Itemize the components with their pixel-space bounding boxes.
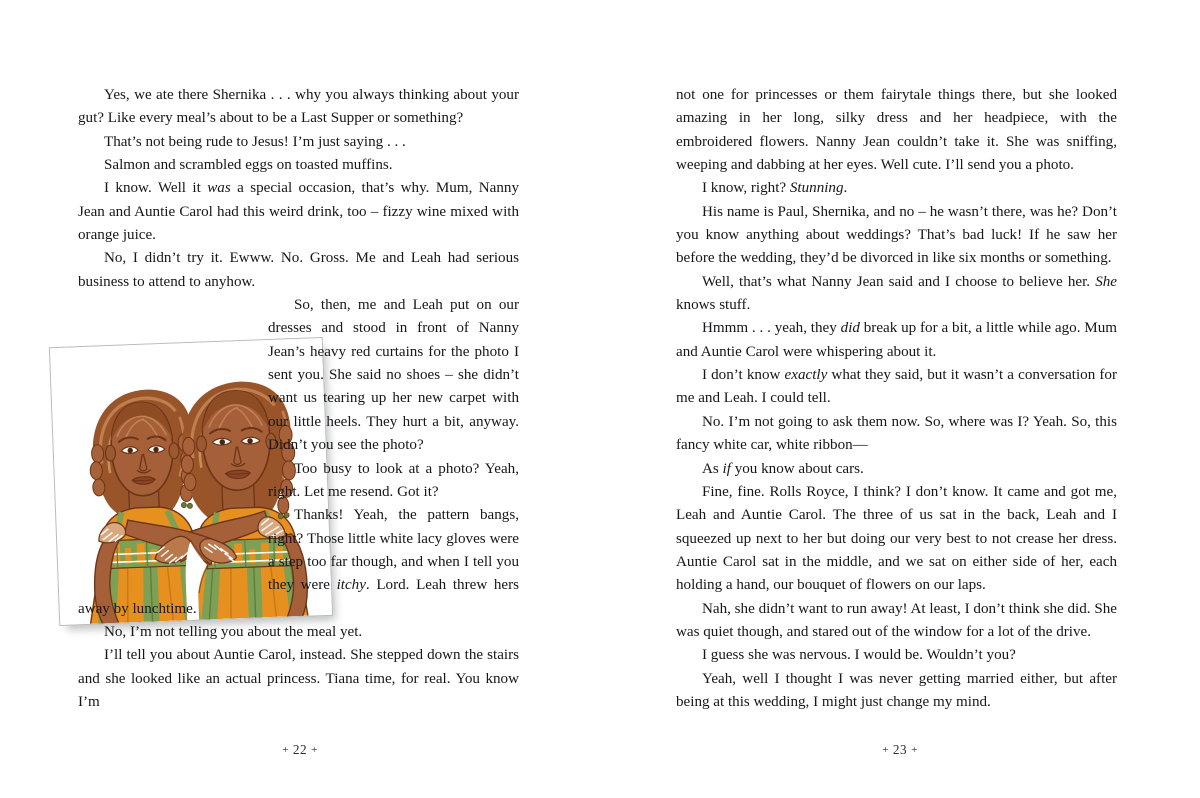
right-page-folio [600,742,1200,758]
paragraph: I guess she was nervous. I would be. Wouldn’t you? [701,647,1016,664]
emphasis: if [722,460,731,477]
left-page-folio [0,742,600,758]
paragraph: Well, that’s what Nanny Jean said and I choose to believe her. She knows stuff. [676,273,1117,314]
paragraph: I don’t know exactly what they said, but it wasn’t a conversation for me and Leah. I could tell. [676,367,1117,407]
emphasis: exactly [784,367,828,384]
folio-ornament-right: + [311,744,318,756]
paragraph: not one for princesses or them fairytale things there, but she looked amazing in her long, silky dress and her headpiece, with the embroidered flowers. Nanny Jean couldn’t take it. She was sniffing, weeping and dabbing at her eyes. Well cute. I’ll send you a photo. [676,87,1117,174]
folio-ornament-right: + [911,744,918,756]
paragraph: Thanks! Yeah, the pattern bangs, right? Those little white lacy gloves were a step too far though, and when I tell you they were itchy. Lord. Leah threw hers away by lunchtime. [78,507,519,617]
left-page-text [78,84,519,714]
paragraph: I know, right? Stunning. [701,180,848,197]
paragraph: Salmon and scrambled eggs on toasted muffins. [103,157,393,174]
folio-ornament-left: + [882,744,889,756]
folio-number: 23 [892,742,908,757]
emphasis: She [1095,273,1117,290]
paragraph: His name is Paul, Shernika, and no – he wasn’t there, was he? Don’t you know anything about weddings? That’s bad luck! If he saw her before the wedding, they’d be divorced in like six months or something. [676,203,1117,267]
emphasis: itchy [336,577,366,594]
paragraph: So, then, me and Leah put on our dresses and stood in front of Nanny Jean’s heavy red curtains for the photo I sent you. She said no shoes – she didn’t want us tearing up her new carpet with our little heels. They hurt a bit, anyway. Didn’t you see the photo? [268,297,519,454]
folio-ornament-left: + [282,744,289,756]
illustration-text-wrap-spacer [0,294,268,586]
paragraph: I’ll tell you about Auntie Carol, instead. She stepped down the stairs and she looked like an actual princess. Tiana time, for real. You know I’m [78,647,519,710]
paragraph: Yes, we ate there Shernika . . . why you always thinking about your gut? Like every meal’s about to be a Last Supper or something? [78,87,519,127]
right-page [600,0,1200,798]
paragraph: As if you know about cars. [701,460,864,477]
right-page-text [676,84,1117,714]
paragraph: Too busy to look at a photo? Yeah, right. Let me resend. Got it? [268,460,519,500]
paragraph: No, I didn’t try it. Ewww. No. Gross. Me and Leah had serious business to attend to anyhow. [78,250,519,290]
emphasis: was [207,180,231,197]
paragraph: Nah, she didn’t want to run away! At least, I don’t think she did. She was quiet though, and stared out of the window for a lot of the drive. [676,600,1117,640]
paragraph: I know. Well it was a special occasion, that’s why. Mum, Nanny Jean and Auntie Carol had this weird drink, too – fizzy wine mixed with orange juice. [78,180,519,244]
paragraph: Fine, fine. Rolls Royce, I think? I don’t know. It came and got me, Leah and Auntie Carol. The three of us sat in the back, Leah and I squeezed up next to her but doing our very best to not crease her dress. Auntie Carol sat in the middle, and we sat on either side of her, each holding a hand, our bouquet of flowers on our laps. [676,483,1117,594]
paragraph: That’s not being rude to Jesus! I’m just saying . . . [103,133,406,150]
paragraph: No, I’m not telling you about the meal yet. [103,623,363,640]
emphasis: Stunning [789,180,844,197]
paragraph: No. I’m not going to ask them now. So, where was I? Yeah. So, this fancy white car, white ribbon— [676,413,1117,454]
folio-number: 22 [292,742,308,757]
emphasis: did [840,320,860,337]
paragraph: Yeah, well I thought I was never getting married either, but after being at this wedding, I might just change my mind. [676,670,1117,710]
paragraph: Hmmm . . . yeah, they did break up for a bit, a little while ago. Mum and Auntie Carol were whispering about it. [676,320,1118,360]
